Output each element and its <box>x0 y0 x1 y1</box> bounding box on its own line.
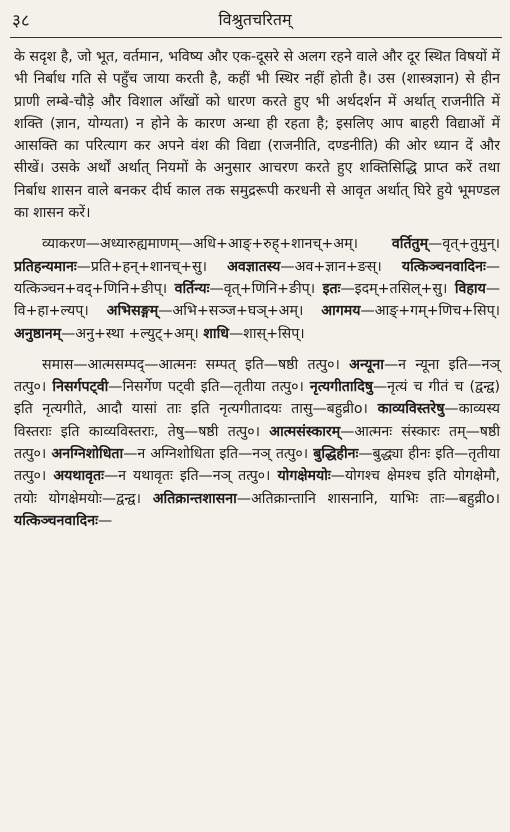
entry-derivation: —शास्+सिप्। <box>228 325 305 342</box>
entry-derivation: —बुद्ध्या हीनः इति—तृतीया तत्पु०। <box>14 446 500 485</box>
entry-derivation: —अधि+आङ्+रुह्+शानच्+अम्। <box>178 236 358 253</box>
entry-term: निसर्गपट्वी <box>52 379 109 396</box>
entry-derivation: —अनु+स्था +ल्युट्+अम्। <box>61 325 199 342</box>
entry-derivation: —निसर्गेण पट्वी इति—तृतीया तत्पु०। <box>108 379 304 396</box>
entry-derivation: —यत्किञ्चन+वद्+णिनि+ङीप्। <box>14 258 501 297</box>
entry-term: आत्मसंस्कारम् <box>269 423 341 440</box>
entry-term: वर्तितुम् <box>391 236 429 253</box>
entry-term: इतः <box>322 280 341 297</box>
page-header <box>0 6 510 32</box>
entry-derivation: —न न्यूना इति—नञ् तत्पु०। <box>14 356 500 396</box>
entry-term: अयथावृतः <box>53 468 104 485</box>
entry-derivation: —वृत्+तुमुन्। <box>428 236 500 253</box>
entry-term: अनुष्ठानम् <box>14 325 62 342</box>
entry-derivation: —नृत्यं च गीतं च (द्वन्द्व) इति नृत्यगीते, आदौ यासां ताः इति नृत्यगीतादयः तासु—बहुव्रीο। <box>14 379 500 418</box>
entry-term: अवज्ञातस्य <box>227 258 281 275</box>
entry-term: आगमय <box>321 303 361 320</box>
header-rule <box>10 37 502 38</box>
entry-term: बुद्धिहीनः <box>313 446 359 463</box>
entry-derivation: —अव+ज्ञान+ङस्। <box>280 258 382 275</box>
entry-derivation: —प्रति+हन्+शानच्+सु। <box>76 258 207 275</box>
running-title: विश्रुतचरितम् <box>218 10 292 29</box>
entry-derivation: —आत्मनः संस्कारः तम्—षष्ठी तत्पु०। <box>14 423 500 463</box>
entry-term: प्रतिहन्यमानः <box>14 258 77 275</box>
page-body <box>14 46 500 532</box>
entry-term: योगक्षेमयोः <box>277 468 331 485</box>
entry-derivation: —आत्मनः सम्पत् इति—षष्ठी तत्पु०। <box>144 356 340 373</box>
entry-term: वर्तिन्यः <box>174 280 210 297</box>
entry-derivation: —योगश्च क्षेमश्च इति योगक्षेमौ, तयोः योगक्षेमयोः—द्वन्द्व। <box>14 468 501 507</box>
entry-derivation: —अतिक्रान्तानि शासनानि, याभिः ताः—बहुव्रीο। <box>236 490 501 507</box>
entry-derivation: —आङ्+गम्+णिच+सिप्। <box>360 303 501 320</box>
entry-derivation: —काव्यस्य विस्तराः इति काव्यविस्तराः, तेषु—षष्ठी तत्पु०। <box>14 401 500 440</box>
entry-term: अनग्निशोधिता <box>51 446 124 463</box>
samasa-paragraph <box>14 354 500 532</box>
entry-term: विहाय <box>454 280 486 297</box>
entry-derivation: —न यथावृतः इति—नञ् तत्पु०। <box>103 468 271 485</box>
entry-term: अतिक्रान्तशासना <box>152 490 237 507</box>
entry-term: अन्यूना <box>349 356 384 373</box>
translation-paragraph: के सदृश है, जो भूत, वर्तमान, भविष्य और एक-दूसरे से अलग रहने वाले और दूर स्थित विषयों में भी निर्बाध गति से पहुँच जाया करती है, कहीं भी स्थिर नहीं होती है। उस (शास्त्रज्ञान) से हीन प्राणी लम्बे-चौड़े और विशाल आँखों को धारण करते हुए भी अर्थदर्शन में अर्थात् राजनीति में शक्ति (ज्ञान, योग्यता) न होने के कारण अन्धा ही रहता है; इसलिए आप बाहरी विद्याओं में आसक्ति का परित्याग कर अपने वंश की विद्या (राजनीति, दण्डनीति) की ओर ध्यान दें और सीखें। उसके अर्थों अर्थात् नियमों के अनुसार आचरण करते हुए शक्तिसिद्धि प्राप्त करें तथा निर्बाध शासन वाले बनकर दीर्घ काल तक समुद्ररूपी करधनी से आवृत अर्थात् घिरे हुये भूमण्डल का शासन करें। <box>14 49 500 222</box>
entry-term: यत्किञ्चनवादिनः <box>14 512 98 529</box>
entry-term: व्याकरण—अध्यारुह्यमाणम् <box>42 236 179 253</box>
entry-term: यत्किञ्चनवादिनः <box>401 258 486 275</box>
page-number: ३८ <box>12 11 30 31</box>
entry-derivation: —वृत्+णिनि+ङीप्। <box>209 280 316 297</box>
entry-term: शाधि <box>203 325 229 342</box>
entry-derivation: —इदम्+तसिल्+सु। <box>340 280 448 297</box>
entry-term: नृत्यगीतादिषु <box>309 379 373 396</box>
entry-derivation: —न अग्निशोधिता इति—नञ् तत्पु०। <box>123 446 309 463</box>
entry-term: समास—आत्मसम्पद् <box>42 356 145 373</box>
entry-derivation: —अभि+सञ्ज+घञ्+अम्। <box>158 303 304 320</box>
entry-term: अभिसङ्गम् <box>106 303 159 320</box>
entry-derivation: —वि+हा+ल्यप्। <box>14 280 501 320</box>
grammar-paragraph <box>14 233 500 344</box>
entry-derivation: — <box>97 512 113 529</box>
entry-term: काव्यविस्तरेषु <box>377 401 445 418</box>
